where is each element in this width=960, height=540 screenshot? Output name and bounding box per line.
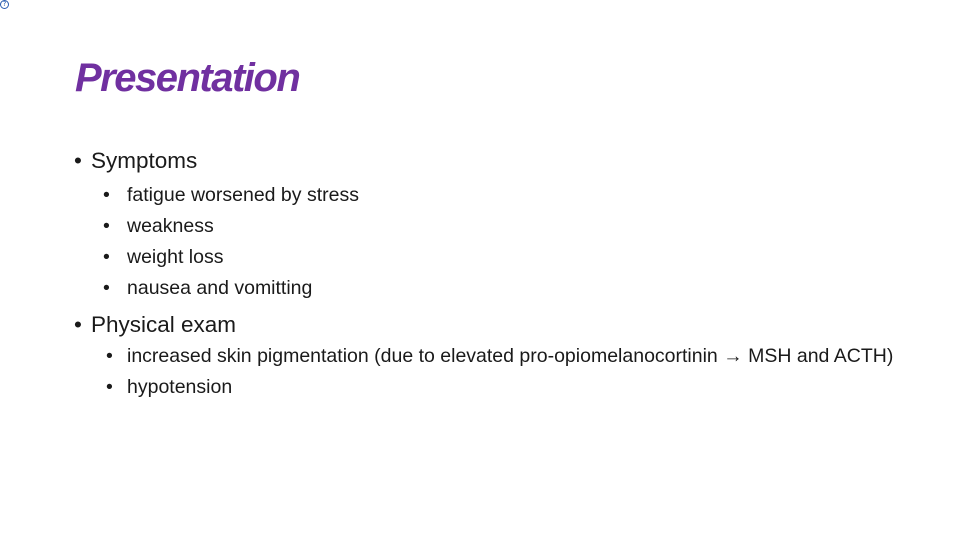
help-icon[interactable]: ?	[0, 0, 9, 9]
slide-title: Presentation	[75, 56, 300, 100]
list-item: • fatigue worsened by stress	[127, 180, 904, 211]
list-item: • weakness	[127, 211, 904, 242]
symptoms-heading: • Symptoms	[74, 146, 904, 176]
physical-exam-list	[74, 344, 904, 400]
slide-content	[74, 146, 904, 406]
symptoms-list	[74, 180, 904, 304]
list-item: • nausea and vomitting	[127, 273, 904, 304]
list-item: • hypotension	[127, 375, 904, 400]
physical-exam-heading: • Physical exam	[74, 310, 904, 340]
list-item: • increased skin pigmentation (due to elevated pro-opiomelanocortinin → MSH and ACTH)	[127, 344, 904, 369]
list-item: • weight loss	[127, 242, 904, 273]
